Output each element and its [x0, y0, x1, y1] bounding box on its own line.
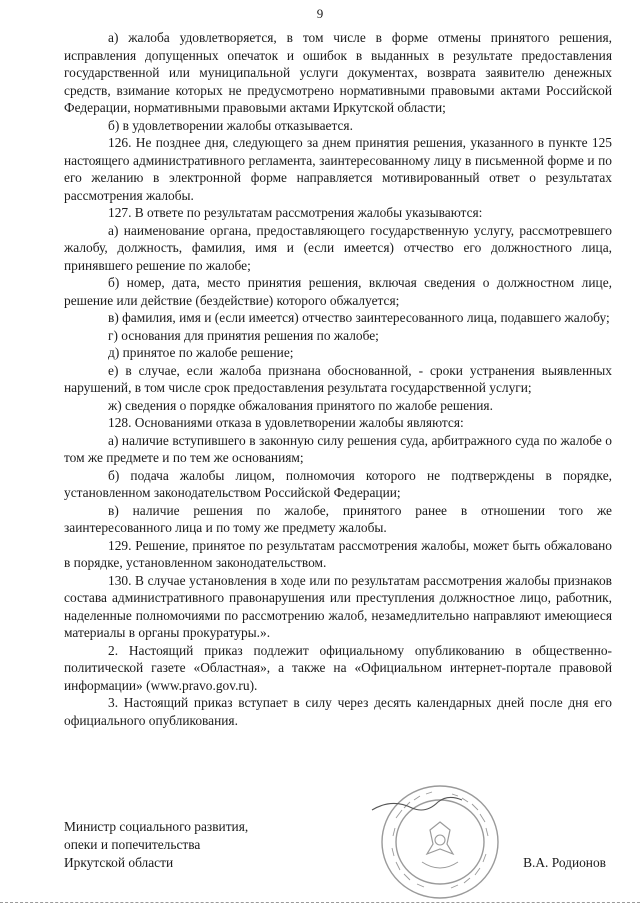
paragraph: 128. Основаниями отказа в удовлетворении жалобы являются: [108, 415, 464, 430]
signatory-position: Иркутской области [64, 855, 174, 870]
signatory-position: опеки и попечительства [64, 837, 201, 852]
signature-block [64, 818, 612, 872]
signatory-position: Министр социального развития, [64, 819, 249, 834]
paragraph: 3. Настоящий приказ вступает в силу через десять календарных дней после дня его официального опубликования. [64, 695, 612, 728]
paragraph: а) жалоба удовлетворяется, в том числе в форме отмены принятого решения, исправления допущенных опечаток и ошибок в выданных в результате предоставления государственной или муниципальной услуги документах, возврата заявителю денежных средств, взимание которых не предусмотрено нормативными правовыми актами Российской Федерации, нормативными правовыми актами Иркутской области; [64, 30, 612, 115]
paragraph: а) наименование органа, предоставляющего государственную услугу, рассмотревшего жалобу, должность, фамилия, имя и (если имеется) отчество его должностного лица, принявшего решение по жалобе; [64, 222, 612, 273]
paragraph: е) в случае, если жалоба признана обоснованной, - сроки устранения выявленных нарушений, в том числе срок предоставления результата государственной услуги; [64, 362, 612, 395]
paragraph: б) в удовлетворении жалобы отказывается. [108, 117, 353, 133]
document-body [64, 29, 612, 729]
paragraph: г) основания для принятия решения по жалобе; [108, 327, 379, 343]
paragraph: в) фамилия, имя и (если имеется) отчество заинтересованного лица, подавшего жалобу; [108, 310, 610, 325]
paragraph: д) принятое по жалобе решение; [108, 345, 294, 360]
paragraph: 127. В ответе по результатам рассмотрения жалобы указываются: [108, 205, 483, 220]
footer-rule [0, 902, 640, 903]
signature-stroke [372, 797, 462, 810]
signatory-name: В.А. Родионов [523, 855, 606, 870]
paragraph: 2. Настоящий приказ подлежит официальному опубликованию в общественно-политической газете «Областная», а также на «Официальном интернет-портале правовой информации» (www.pravo.gov.ru). [64, 642, 612, 693]
paragraph: б) подача жалобы лицом, полномочия которого не подтверждены в порядке, установленном законодательством Российской Федерации; [64, 467, 612, 500]
paragraph: 130. В случае установления в ходе или по результатам рассмотрения жалобы признаков состава административного правонарушения или преступления должностное лицо, работник, наделенные полномочиями по рассмотрению жалоб, незамедлительно направляют имеющиеся материалы в органы прокуратуры.». [64, 572, 612, 640]
paragraph: б) номер, дата, место принятия решения, включая сведения о должностном лице, решение или действие (бездействие) которого обжалуется; [64, 275, 612, 308]
paragraph: а) наличие вступившего в законную силу решения суда, арбитражного суда по жалобе о том же предмете и по тем же основаниям; [64, 432, 612, 465]
paragraph: 129. Решение, принятое по результатам рассмотрения жалобы, может быть обжаловано в порядке, установленном законодательством. [64, 537, 612, 570]
paragraph: в) наличие решения по жалобе, принятого ранее в отношении того же заинтересованного лица и по тому же предмету жалобы. [64, 502, 612, 535]
paragraph: ж) сведения о порядке обжалования принятого по жалобе решения. [108, 397, 493, 413]
page-number: 9 [316, 6, 324, 21]
paragraph: 126. Не позднее дня, следующего за днем принятия решения, указанного в пункте 125 настоящего административного регламента, заинтересованному лицу в письменной форме и по его желанию в электронной форме направляется мотивированный ответ о результатах рассмотрения жалобы. [64, 135, 612, 203]
